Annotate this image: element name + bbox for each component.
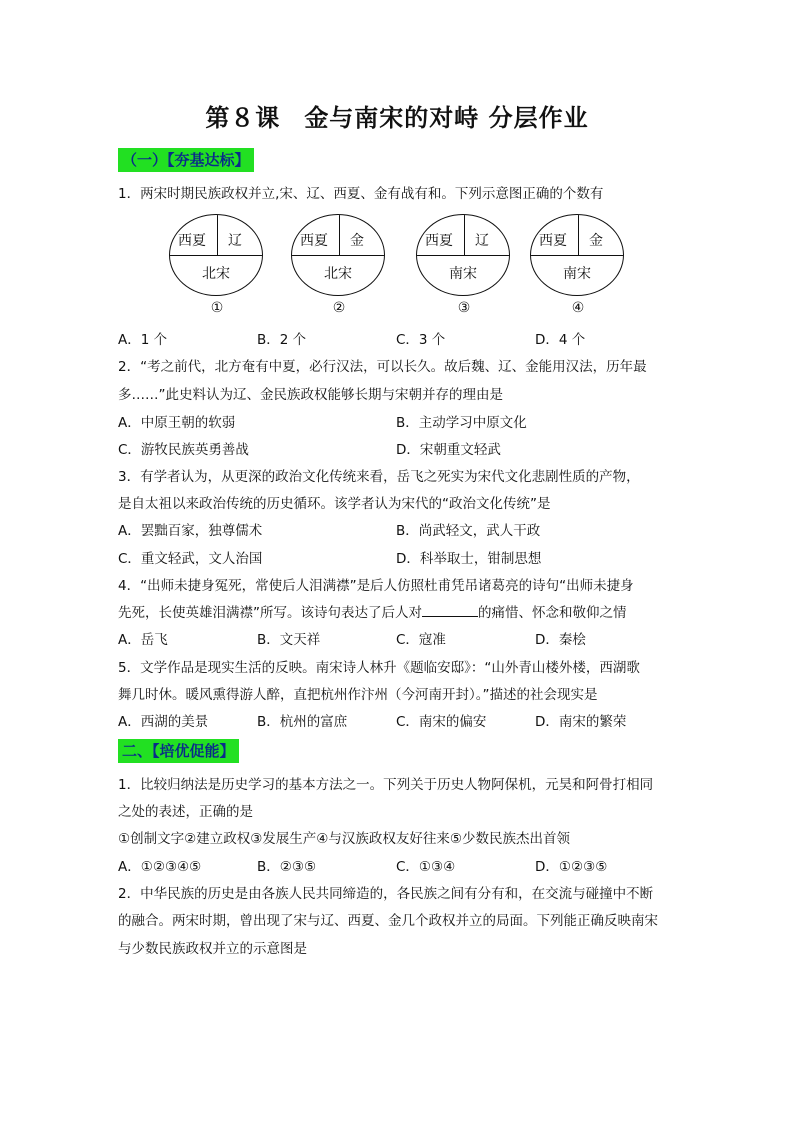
q5-option-d: D．南宋的繁荣 — [535, 714, 627, 730]
diagram-3-bottom: 南宋 — [449, 266, 477, 282]
q2-option-d: D．宋朝重文轻武 — [396, 442, 501, 458]
diagram-3-top-left: 西夏 — [425, 233, 453, 249]
diagram-4-top-right: 金 — [589, 233, 603, 249]
p2-line-1: 2．中华民族的历史是由各族人民共同缔造的，各民族之间有分有和，在交流与碰撞中不断 — [118, 886, 654, 902]
diagram-4-number: ④ — [571, 300, 585, 316]
section-header-advanced: 二、【培优促能】 — [118, 739, 239, 763]
q1-option-b: B．2 个 — [257, 332, 307, 348]
p1-line-2: 之处的表述，正确的是 — [118, 804, 253, 820]
q2-option-b: B．主动学习中原文化 — [396, 415, 527, 431]
q2-line-2: 多……”此史料认为辽、金民族政权能够长期与宋朝并存的理由是 — [118, 387, 503, 403]
diagram-3 — [416, 214, 512, 316]
q3-option-d: D．科举取士，钳制思想 — [396, 551, 542, 567]
p1-line-1: 1．比较归纳法是历史学习的基本方法之一。下列关于历史人物阿保机，元昊和阿骨打相同 — [118, 777, 654, 793]
diagram-4 — [530, 214, 626, 316]
q4-line-1: 4．“出师未捷身冤死，常使后人泪满襟”是后人仿照杜甫凭吊诸葛亮的诗句“出师未捷身 — [118, 578, 634, 594]
diagram-2-top-right: 金 — [350, 233, 364, 249]
q4-option-c: C．寇准 — [396, 632, 446, 648]
q3-option-a: A．罢黜百家，独尊儒术 — [118, 523, 263, 539]
q2-option-c: C．游牧民族英勇善战 — [118, 442, 249, 458]
q3-line-1: 3．有学者认为，从更深的政治文化传统来看，岳飞之死实为宋代文化悲剧性质的产物， — [118, 469, 640, 485]
q4-line-2-start: 先死，长使英雄泪满襟”所写。该诗句表达了后人对 — [118, 605, 422, 621]
p1-option-d: D．①②③⑤ — [535, 859, 608, 875]
q4-line-2-end: 的痛惜、怀念和敬仰之情 — [478, 605, 627, 621]
q1-option-d: D．4 个 — [535, 332, 586, 348]
q4-option-d: D．秦桧 — [535, 632, 586, 648]
p1-option-a: A．①②③④⑤ — [118, 859, 202, 875]
p1-option-b: B．②③⑤ — [257, 859, 317, 875]
q2-line-1: 2．“考之前代，北方奄有中夏，必行汉法，可以长久。故后魏、辽、金能用汉法，历年最 — [118, 359, 647, 375]
diagram-1-top-right: 辽 — [228, 233, 242, 249]
diagram-4-bottom: 南宋 — [563, 266, 591, 282]
p1-line-3: ①创制文字②建立政权③发展生产④与汉族政权友好往来⑤少数民族杰出首领 — [118, 831, 571, 847]
q1-stem: 1．两宋时期民族政权并立,宋、辽、西夏、金有战有和。下列示意图正确的个数有 — [118, 186, 604, 202]
p2-line-3: 与少数民族政权并立的示意图是 — [118, 941, 307, 957]
q3-option-b: B．尚武轻文，武人干政 — [396, 523, 541, 539]
diagram-2-number: ② — [332, 300, 346, 316]
q5-line-2: 舞几时休。暖风熏得游人醉，直把杭州作汴州（今河南开封）。”描述的社会现实是 — [118, 687, 598, 703]
diagram-3-top-right: 辽 — [475, 233, 489, 249]
q5-option-a: A．西湖的美景 — [118, 714, 209, 730]
q4-line-2 — [118, 603, 627, 623]
diagram-2 — [291, 214, 387, 316]
diagram-2-top-left: 西夏 — [300, 233, 328, 249]
q4-option-b: B．文天祥 — [257, 632, 321, 648]
q4-option-a: A．岳飞 — [118, 632, 168, 648]
page-title — [0, 98, 794, 133]
diagram-1 — [169, 214, 265, 316]
diagram-1-number: ① — [210, 300, 224, 316]
q1-option-c: C．3 个 — [396, 332, 446, 348]
p1-option-c: C．①③④ — [396, 859, 456, 875]
q5-option-c: C．南宋的偏安 — [396, 714, 487, 730]
diagram-3-number: ③ — [457, 300, 471, 316]
lesson-number: 第８课 — [205, 103, 281, 132]
q3-option-c: C．重文轻武，文人治国 — [118, 551, 263, 567]
p2-line-2: 的融合。两宋时期，曾出现了宋与辽、西夏、金几个政权并立的局面。下列能正确反映南宋 — [118, 913, 658, 929]
diagram-4-top-left: 西夏 — [539, 233, 567, 249]
q2-option-a: A．中原王朝的软弱 — [118, 415, 236, 431]
q5-line-1: 5．文学作品是现实生活的反映。南宋诗人林升《题临安邸》：“山外青山楼外楼，西湖歌 — [118, 660, 640, 676]
section-header-basic: （一）【夯基达标】 — [118, 148, 254, 172]
q3-line-2: 是自太祖以来政治传统的历史循环。该学者认为宋代的“政治文化传统”是 — [118, 496, 551, 512]
q1-option-a: A．1 个 — [118, 332, 168, 348]
diagram-1-bottom: 北宋 — [202, 266, 230, 282]
diagram-1-top-left: 西夏 — [178, 233, 206, 249]
q5-option-b: B．杭州的富庶 — [257, 714, 348, 730]
lesson-topic: 金与南宋的对峙 分层作业 — [304, 103, 589, 132]
fill-in-blank — [422, 604, 478, 617]
diagram-2-bottom: 北宋 — [324, 266, 352, 282]
